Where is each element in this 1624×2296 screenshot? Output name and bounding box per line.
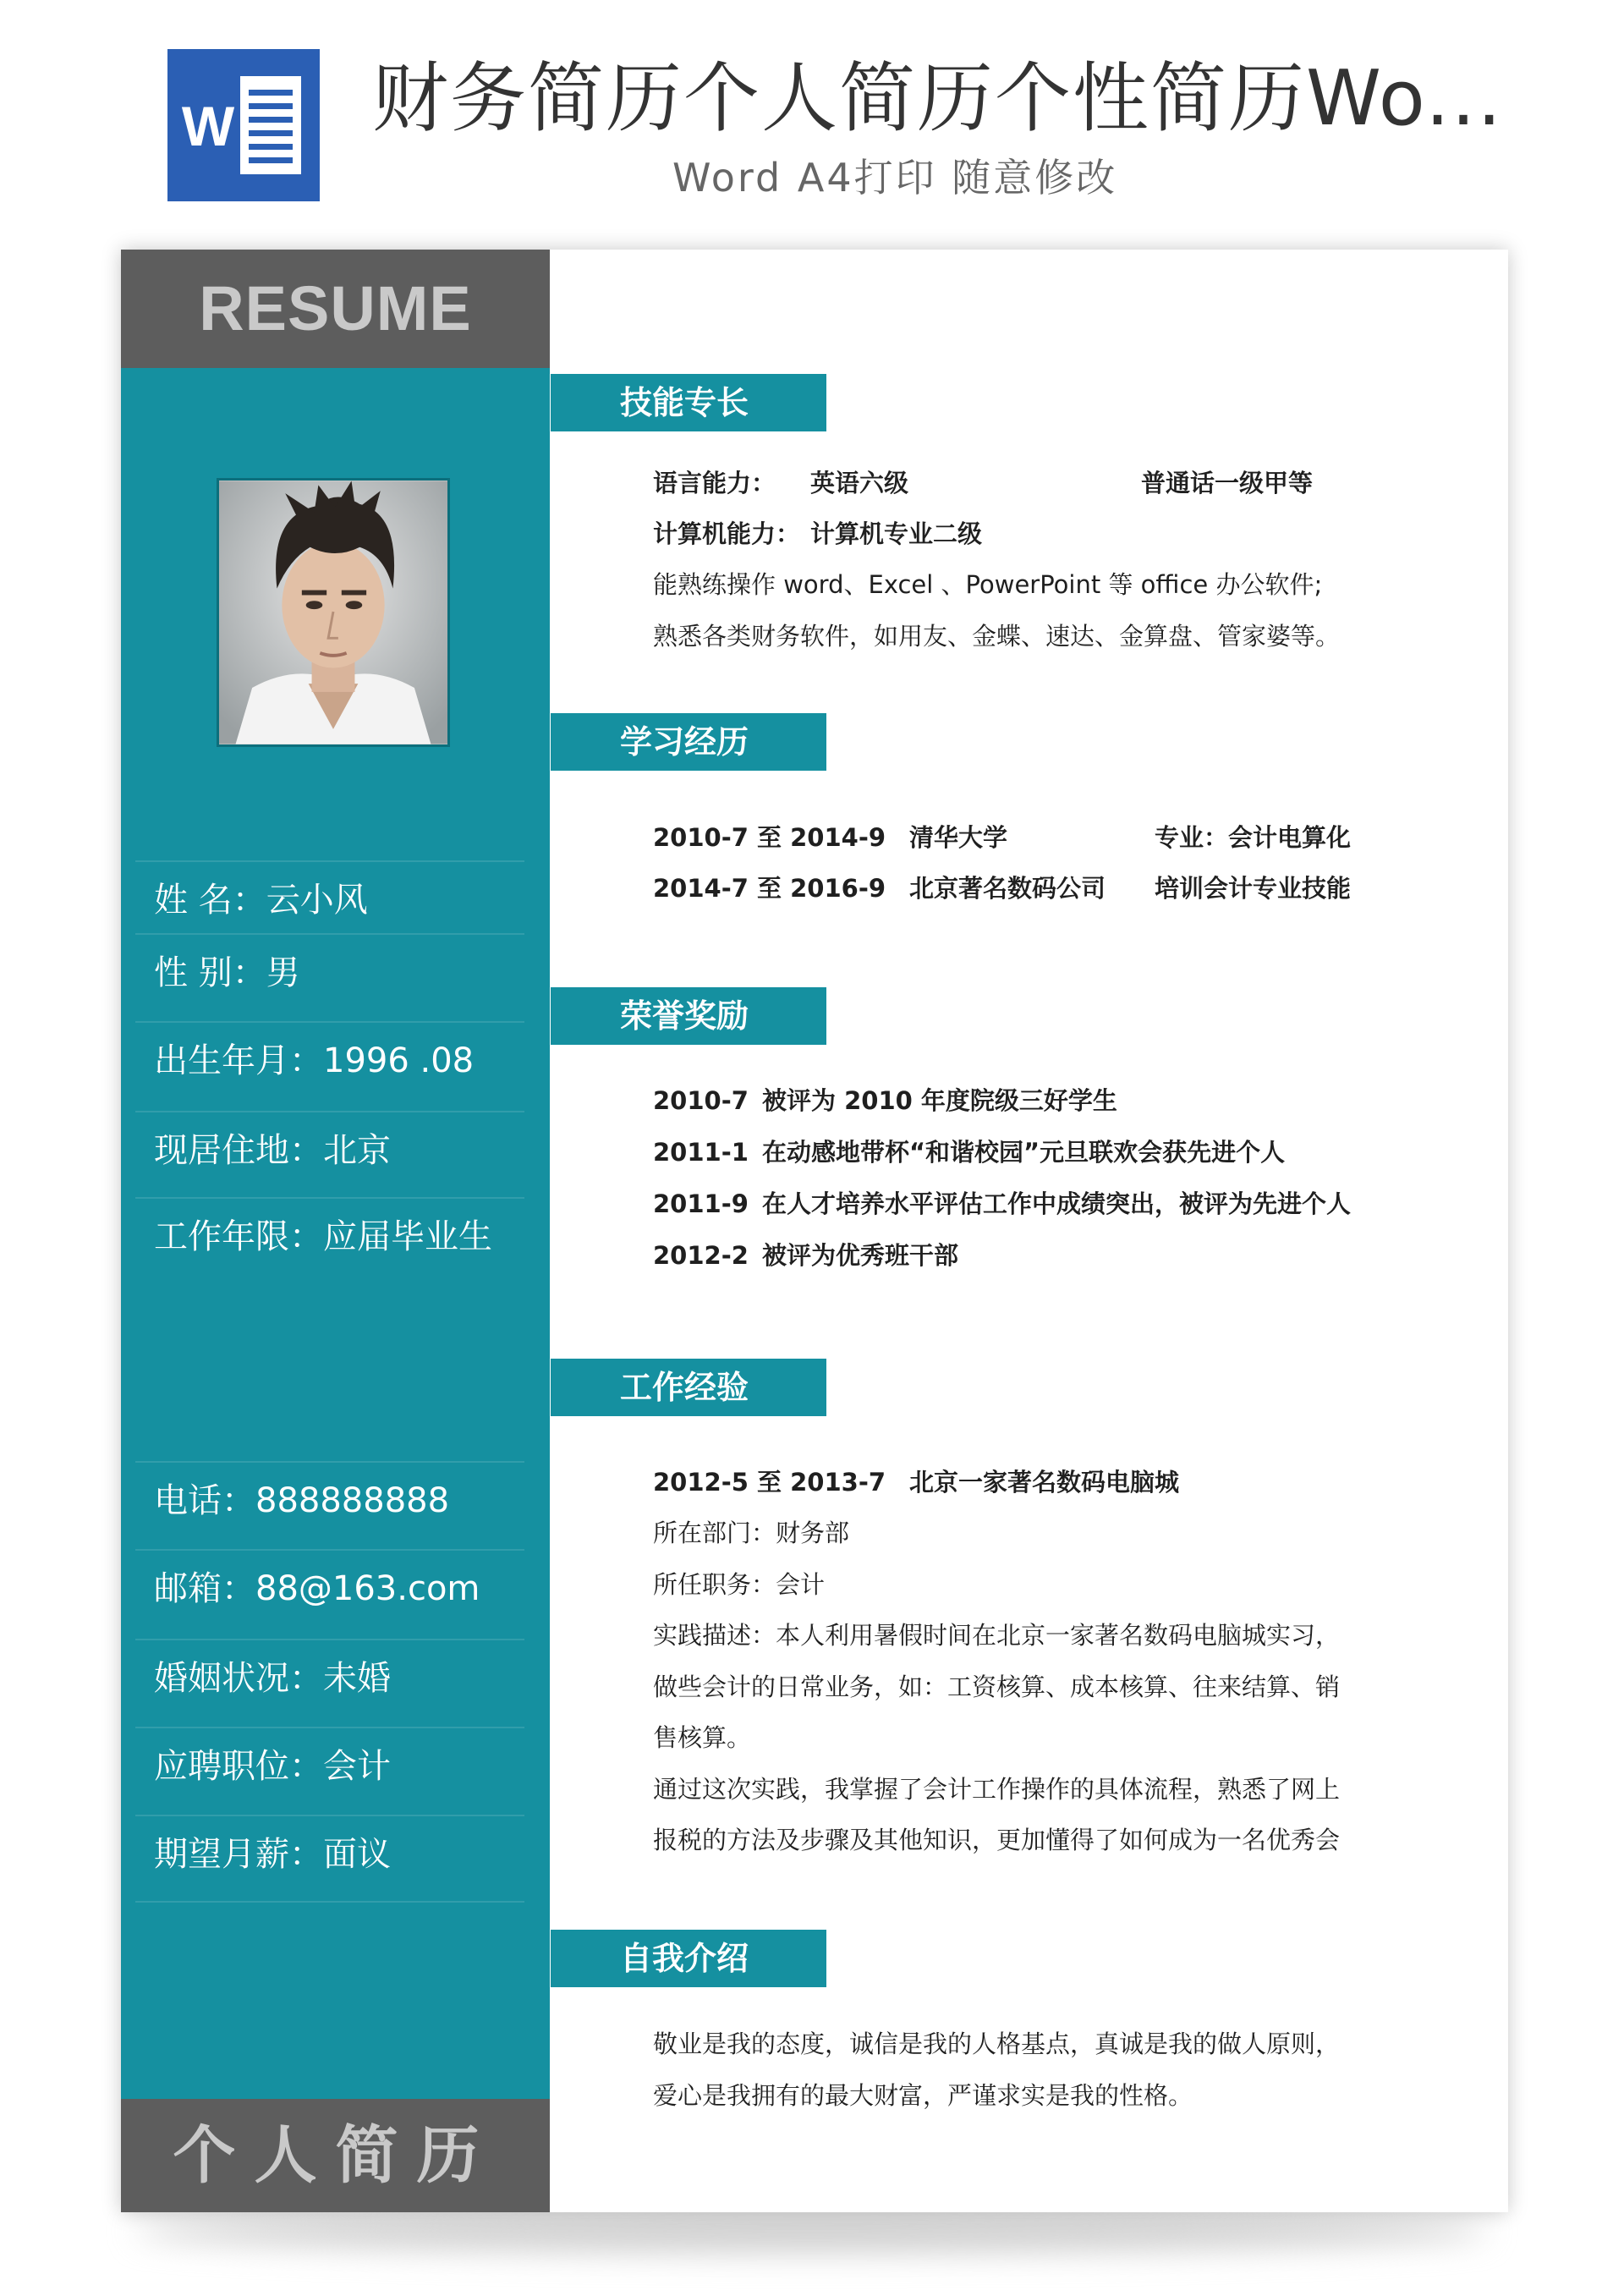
honor-date: 2011-9 [653, 1189, 749, 1218]
resume-label: RESUME [121, 250, 550, 368]
section-title-skills: 技能专长 [551, 374, 826, 431]
work-line: 所任职务：会计 [653, 1570, 826, 1599]
work-company: 北京一家著名数码电脑城 [909, 1468, 1180, 1497]
work-line: 报税的方法及步骤及其他知识，更加懂得了如何成为一名优秀会 [653, 1826, 1341, 1854]
education-period: 2010-7 至 2014-9 [653, 823, 886, 852]
section-title-work: 工作经验 [551, 1359, 826, 1416]
info-marital-status: 婚姻状况：未婚 [135, 1639, 524, 1715]
avatar [219, 481, 447, 744]
honor-text: 在动感地带杯“和谐校园”元旦联欢会获先进个人 [762, 1138, 1286, 1167]
section-title-intro: 自我介绍 [551, 1930, 826, 1987]
info-salary: 期望月薪：面议 [135, 1815, 524, 1891]
education-detail: 培训会计专业技能 [1155, 874, 1352, 903]
word-icon [167, 49, 320, 201]
intro-line: 敬业是我的态度，诚信是我的人格基点，真诚是我的做人原则， [653, 2030, 1341, 2058]
skills-language-value: 英语六级 [810, 469, 909, 497]
honor-text: 被评为优秀班干部 [762, 1241, 959, 1270]
paper-shadow [135, 2210, 1489, 2252]
work-line: 实践描述：本人利用暑假时间在北京一家著名数码电脑城实习， [653, 1621, 1341, 1650]
profile-photo [217, 478, 450, 747]
work-line: 做些会计的日常业务，如：工资核算、成本核算、往来结算、销 [653, 1673, 1341, 1701]
info-birth: 出生年月：1996 .08 [135, 1021, 524, 1097]
education-period: 2014-7 至 2016-9 [653, 874, 886, 903]
skills-mandarin: 普通话一级甲等 [1141, 469, 1314, 497]
info-email: 邮箱：88@163.com [135, 1549, 524, 1625]
skills-computer-label: 计算机能力： [653, 519, 801, 548]
education-org: 清华大学 [909, 823, 1008, 852]
sidebar [121, 250, 550, 2212]
info-residence: 现居住地：北京 [135, 1111, 524, 1187]
info-divider [135, 1901, 524, 1903]
skills-language-label: 语言能力： [653, 469, 776, 497]
section-title-honors: 荣誉奖励 [551, 987, 826, 1045]
honor-text: 被评为 2010 年度院级三好学生 [762, 1086, 1117, 1115]
honor-text: 在人才培养水平评估工作中成绩突出，被评为先进个人 [762, 1189, 1352, 1218]
skills-office-line: 能熟练操作 word、Excel 、PowerPoint 等 office 办公软件; [653, 570, 1323, 599]
work-line: 售核算。 [653, 1723, 752, 1752]
footer-label: 个人简历 [121, 2099, 550, 2212]
section-title-education: 学习经历 [551, 713, 826, 771]
honor-date: 2011-1 [653, 1138, 749, 1167]
document-subtitle: Word A4打印 随意修改 [672, 155, 1118, 200]
word-icon-letter: W [181, 95, 235, 157]
skills-finance-line: 熟悉各类财务软件，如用友、金蝶、速达、金算盘、管家婆等。 [653, 622, 1341, 651]
info-name: 姓 名：云小风 [135, 860, 524, 937]
info-years-of-work: 工作年限：应届毕业生 [135, 1197, 524, 1273]
info-position: 应聘职位：会计 [135, 1727, 524, 1803]
education-detail: 专业：会计电算化 [1155, 823, 1352, 852]
work-line: 所在部门：财务部 [653, 1519, 850, 1547]
intro-line: 爱心是我拥有的最大财富，严谨求实是我的性格。 [653, 2081, 1193, 2110]
info-gender: 性 别：男 [135, 933, 524, 1009]
skills-computer-value: 计算机专业二级 [810, 519, 983, 548]
honor-date: 2012-2 [653, 1241, 749, 1270]
info-phone: 电话：888888888 [135, 1461, 524, 1537]
education-org: 北京著名数码公司 [909, 874, 1106, 903]
work-line: 通过这次实践，我掌握了会计工作操作的具体流程，熟悉了网上 [653, 1775, 1341, 1804]
honor-date: 2010-7 [653, 1086, 749, 1115]
work-period: 2012-5 至 2013-7 [653, 1468, 886, 1497]
document-title: 财务简历个人简历个性简历Wo... [372, 54, 1504, 143]
resume-page [121, 250, 1508, 2212]
